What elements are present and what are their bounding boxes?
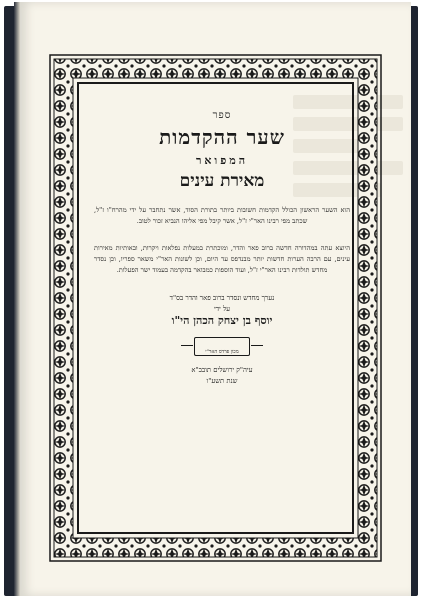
publication-year: שנת תשע"ו [206, 377, 238, 385]
edition-paragraph: היוצא עתה במהדורה חדשה ברוב פאר והדר, ומוכתרת במעלות נפלאות ויקרות, ובאותיות מאירות עינים, עם הרבה הערות חדשות יותר מבנדפס עד היום, וכן לשונות האר"י משאר ספריו, וכן נסדר מחדש תולדות רבינו האר"י ז"ל, ועוד הוספות כמבואר בהקדמה בעמוד ישר הפעלות. [94, 244, 350, 274]
author-name: יוסף בן יצחק הכהן הי"ו [171, 314, 273, 327]
title-page [20, 2, 411, 596]
publication-place: עיה"ק ירושלים תובב"א [191, 366, 253, 374]
publisher-name: מכון פרדס האר"י [205, 349, 239, 355]
sefer-label: ספר [212, 110, 232, 121]
arranged-by-line: נערך מחדש ונסדר ברוב פאר והדר בס"ד [169, 294, 275, 302]
publisher-logo [194, 337, 250, 356]
book-title: שער ההקדמות [159, 125, 285, 149]
title-epithet: המפואר [195, 154, 249, 167]
intro-paragraph: הוא השער הראשון הכולל הקדמות חשובות ביותר בתורת הסוד, אשר נתחבר על ידי מהרח"ו ז"ל, שכתב מפי רבינו האר"י ז"ל, אשר קיבל מפי אליהו הנביא זכור לטוב. [94, 206, 350, 225]
book-subtitle: מאירת עינים [179, 171, 265, 191]
byline-label: על ידי [213, 305, 231, 313]
title-page-content [90, 94, 354, 534]
